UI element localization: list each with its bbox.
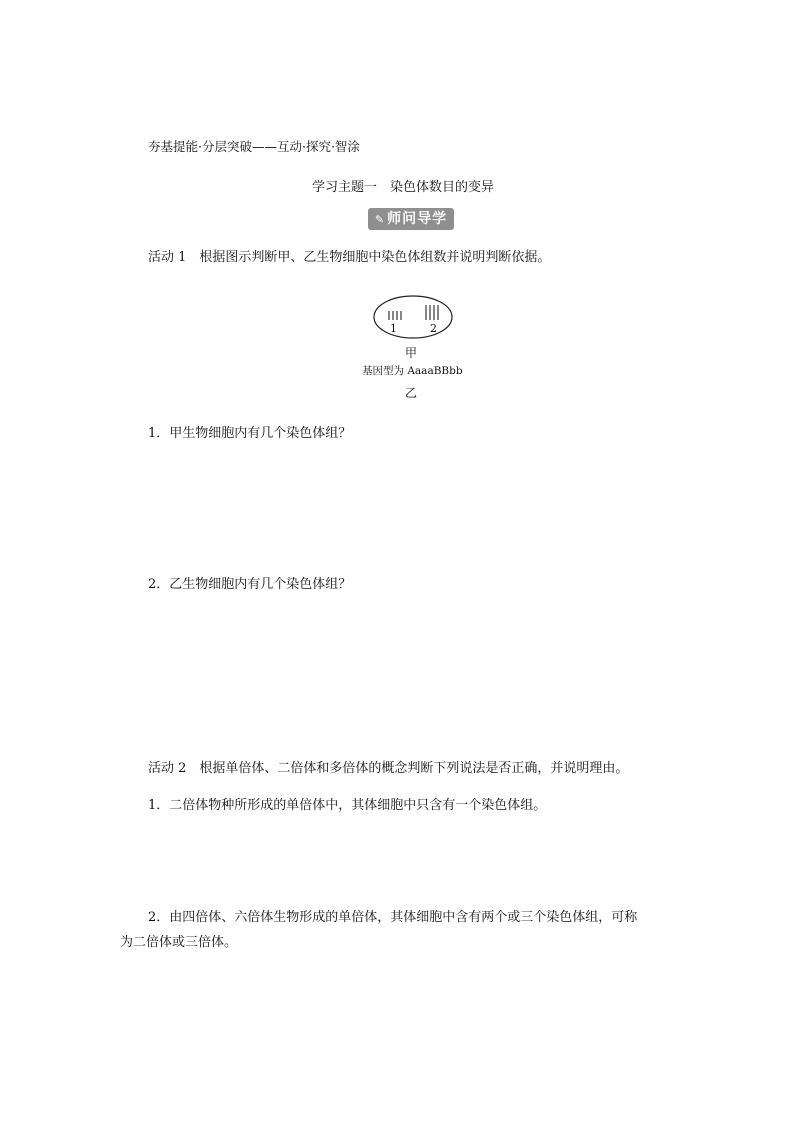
section-header: 夯基提能·分层突破——互动·探究·智涂: [148, 139, 360, 154]
statement-2-continued: 为二倍体或三倍体。: [120, 935, 238, 950]
caption-yi: 乙: [405, 386, 418, 400]
cell-diagram-jia: [370, 293, 458, 343]
genotype-label: 基因型为 AaaaBBbb: [362, 365, 463, 377]
chromosome-group-2: [426, 305, 438, 320]
teacher-guide-icon: ✎: [374, 213, 386, 226]
statement-2: 2．由四倍体、六倍体生物形成的单倍体，其体细胞中含有两个或三个染色体组，可称: [148, 910, 638, 925]
chromosome-group-1-label: 1: [390, 322, 397, 335]
topic-title: 学习主题一 染色体数目的变异: [312, 180, 495, 195]
activity-1-prompt: 活动 1 根据图示判断甲、乙生物细胞中染色体组数并说明判断依据。: [148, 250, 551, 265]
cell-outline: [374, 296, 452, 338]
chromosome-group-2-label: 2: [430, 322, 437, 335]
chromosome-group-1: [389, 311, 401, 320]
teacher-guide-badge: [368, 208, 454, 230]
statement-1: 1．二倍体物种所形成的单倍体中，其体细胞中只含有一个染色体组。: [148, 798, 547, 813]
activity-2-prompt: 活动 2 根据单倍体、二倍体和多倍体的概念判断下列说法是否正确，并说明理由。: [148, 761, 629, 776]
caption-jia: 甲: [405, 346, 418, 360]
question-1: 1．甲生物细胞内有几个染色体组？: [148, 426, 352, 441]
badge-label: 师问导学: [387, 211, 448, 227]
question-2: 2．乙生物细胞内有几个染色体组？: [148, 577, 352, 592]
